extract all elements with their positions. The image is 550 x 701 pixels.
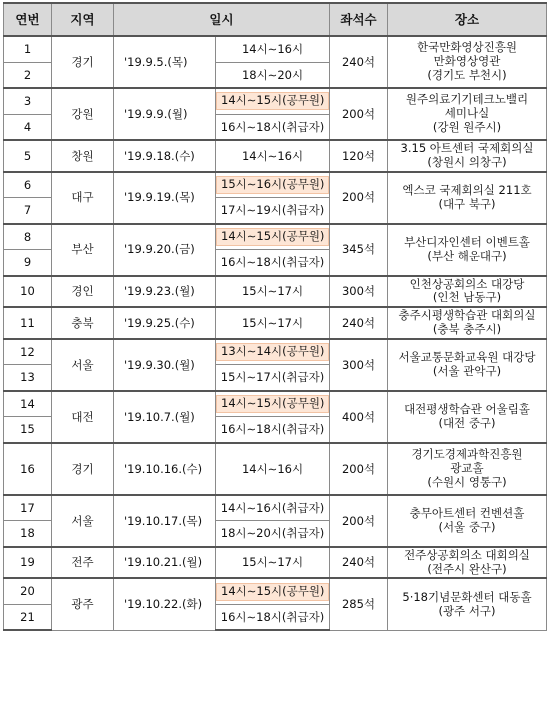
place-line: 전주상공회의소 대회의실: [404, 547, 530, 562]
place-line: 대전평생학습관 어울림홀: [404, 401, 530, 416]
time-cell: [216, 391, 330, 417]
seats-cell: 240석: [330, 36, 388, 88]
date-cell: '19.10.22.(화): [114, 578, 216, 630]
region-cell: 경인: [52, 276, 114, 308]
place-line: (전주시 완산구): [427, 561, 507, 576]
place-cell: [388, 140, 547, 172]
header-place: 장소: [388, 3, 547, 36]
row-number: 14: [4, 391, 52, 417]
time-cell: 15시∼17시: [216, 547, 330, 579]
place-cell: [388, 276, 547, 308]
place-cell: [388, 307, 547, 339]
place-line: (인천 남동구): [432, 290, 502, 305]
place-line: (서울 관악구): [432, 363, 502, 378]
region-cell: 대구: [52, 172, 114, 224]
region-cell: 경기: [52, 443, 114, 495]
row-number: 5: [4, 140, 52, 172]
place-line: 만화영상영관: [433, 54, 501, 69]
time-cell: [216, 578, 330, 604]
place-line: 3.15 아트센터 국제회의실: [400, 141, 534, 155]
table-row: [4, 578, 547, 604]
place-line: (서울 중구): [438, 519, 496, 534]
date-cell: '19.9.20.(금): [114, 224, 216, 276]
place-line: 세미나실: [444, 106, 490, 121]
date-cell: '19.9.18.(수): [114, 140, 216, 172]
header-seats: 좌석수: [330, 3, 388, 36]
row-number: 20: [4, 578, 52, 604]
table-row: [4, 276, 547, 308]
seats-cell: 240석: [330, 307, 388, 339]
place-cell: [388, 172, 547, 224]
place-cell: [388, 578, 547, 630]
row-number: 15: [4, 417, 52, 443]
row-number: 7: [4, 198, 52, 224]
region-cell: 창원: [52, 140, 114, 172]
row-number: 21: [4, 604, 52, 630]
place-line: (수원시 영통구): [427, 474, 507, 489]
date-cell: '19.9.5.(목): [114, 36, 216, 88]
table-body: [4, 36, 547, 630]
date-cell: '19.10.21.(월): [114, 547, 216, 579]
time-cell: 16시∼18시(취급자): [216, 250, 330, 276]
table-row: [4, 443, 547, 495]
place-line: 충주시평생학습관 대회의실: [398, 308, 536, 323]
place-line: 5·18기념문화센터 대동홀: [402, 589, 532, 604]
place-cell: [388, 339, 547, 391]
time-cell: 18시∼20시: [216, 62, 330, 88]
table-row: [4, 339, 547, 365]
time-cell: [216, 88, 330, 114]
time-cell: [216, 339, 330, 365]
table-row: [4, 224, 547, 250]
place-line: (부산 해운대구): [427, 248, 507, 263]
place-line: 충무아트센터 컨벤션홀: [409, 505, 525, 520]
place-line: 엑스코 국제회의실 211호: [402, 182, 532, 197]
table-row: [4, 88, 547, 114]
place-line: 원주의료기기테크노밸리: [405, 92, 529, 107]
seats-cell: 285석: [330, 578, 388, 630]
region-cell: 경기: [52, 36, 114, 88]
place-line: (광주 서구): [438, 603, 496, 618]
row-number: 1: [4, 36, 52, 62]
row-number: 16: [4, 443, 52, 495]
row-number: 2: [4, 62, 52, 88]
place-cell: [388, 36, 547, 88]
region-cell: 서울: [52, 339, 114, 391]
place-cell: [388, 443, 547, 495]
highlighted-time: 14시∼15시(공무원): [216, 228, 329, 246]
header-datetime: 일시: [114, 3, 330, 36]
date-cell: '19.9.9.(월): [114, 88, 216, 140]
row-number: 8: [4, 224, 52, 250]
date-cell: '19.9.19.(목): [114, 172, 216, 224]
header-number: 연번: [4, 3, 52, 36]
seats-cell: 240석: [330, 547, 388, 579]
row-number: 12: [4, 339, 52, 365]
region-cell: 충북: [52, 307, 114, 339]
seats-cell: 200석: [330, 495, 388, 547]
date-cell: '19.9.23.(월): [114, 276, 216, 308]
row-number: 10: [4, 276, 52, 308]
highlighted-time: 15시∼16시(공무원): [216, 176, 329, 194]
time-cell: [216, 172, 330, 198]
time-cell: 16시∼18시(취급자): [216, 417, 330, 443]
place-cell: [388, 88, 547, 140]
region-cell: 대전: [52, 391, 114, 443]
row-number: 19: [4, 547, 52, 579]
region-cell: 전주: [52, 547, 114, 579]
row-number: 9: [4, 250, 52, 276]
seats-cell: 120석: [330, 140, 388, 172]
table-row: [4, 547, 547, 579]
place-line: (대전 중구): [438, 415, 496, 430]
time-cell: 14시∼16시: [216, 443, 330, 495]
row-number: 17: [4, 495, 52, 521]
seats-cell: 200석: [330, 88, 388, 140]
seats-cell: 300석: [330, 276, 388, 308]
date-cell: '19.9.30.(월): [114, 339, 216, 391]
date-cell: '19.10.16.(수): [114, 443, 216, 495]
time-cell: [216, 224, 330, 250]
table-row: [4, 307, 547, 339]
table-row: [4, 172, 547, 198]
date-cell: '19.10.7.(월): [114, 391, 216, 443]
time-cell: 14시∼16시(취급자): [216, 495, 330, 521]
place-line: 부산디자인센터 이벤트홀: [404, 234, 530, 249]
row-number: 6: [4, 172, 52, 198]
row-number: 3: [4, 88, 52, 114]
place-line: 경기도경제과학진흥원: [411, 447, 523, 462]
place-line: 인천상공회의소 대강당: [409, 276, 525, 291]
seats-cell: 400석: [330, 391, 388, 443]
place-line: 광교홀: [450, 460, 484, 475]
seats-cell: 200석: [330, 172, 388, 224]
place-line: 한국만화영상진흥원: [417, 40, 517, 55]
table-row: [4, 140, 547, 172]
row-number: 13: [4, 365, 52, 391]
place-line: (경기도 부천시): [427, 67, 507, 82]
table-row: [4, 495, 547, 521]
schedule-table: [3, 2, 547, 631]
place-line: (충북 충주시): [432, 321, 502, 336]
table-row: [4, 391, 547, 417]
region-cell: 강원: [52, 88, 114, 140]
seats-cell: 345석: [330, 224, 388, 276]
date-cell: '19.10.17.(목): [114, 495, 216, 547]
place-cell: [388, 547, 547, 579]
place-line: (강원 원주시): [432, 119, 502, 134]
seats-cell: 200석: [330, 443, 388, 495]
row-number: 11: [4, 307, 52, 339]
table-row: [4, 36, 547, 62]
time-cell: 15시∼17시: [216, 276, 330, 308]
region-cell: 광주: [52, 578, 114, 630]
highlighted-time: 13시∼14시(공무원): [216, 343, 329, 361]
place-line: (창원시 의창구): [427, 154, 507, 169]
place-line: 서울교통문화교육원 대강당: [398, 349, 536, 364]
region-cell: 부산: [52, 224, 114, 276]
highlighted-time: 14시∼15시(공무원): [216, 92, 329, 110]
place-line: (대구 북구): [438, 196, 496, 211]
place-cell: [388, 224, 547, 276]
place-cell: [388, 391, 547, 443]
time-cell: 17시∼19시(취급자): [216, 198, 330, 224]
header-region: 지역: [52, 3, 114, 36]
table-header-row: [4, 3, 547, 36]
place-cell: [388, 495, 547, 547]
time-cell: 18시∼20시(취급자): [216, 521, 330, 547]
time-cell: 16시∼18시(취급자): [216, 604, 330, 630]
date-cell: '19.9.25.(수): [114, 307, 216, 339]
time-cell: 14시∼16시: [216, 36, 330, 62]
row-number: 18: [4, 521, 52, 547]
region-cell: 서울: [52, 495, 114, 547]
seats-cell: 300석: [330, 339, 388, 391]
time-cell: 16시∼18시(취급자): [216, 114, 330, 140]
time-cell: 14시∼16시: [216, 140, 330, 172]
highlighted-time: 14시∼15시(공무원): [216, 583, 329, 601]
highlighted-time: 14시∼15시(공무원): [216, 395, 329, 413]
row-number: 4: [4, 114, 52, 140]
time-cell: 15시∼17시(취급자): [216, 365, 330, 391]
time-cell: 15시∼17시: [216, 307, 330, 339]
